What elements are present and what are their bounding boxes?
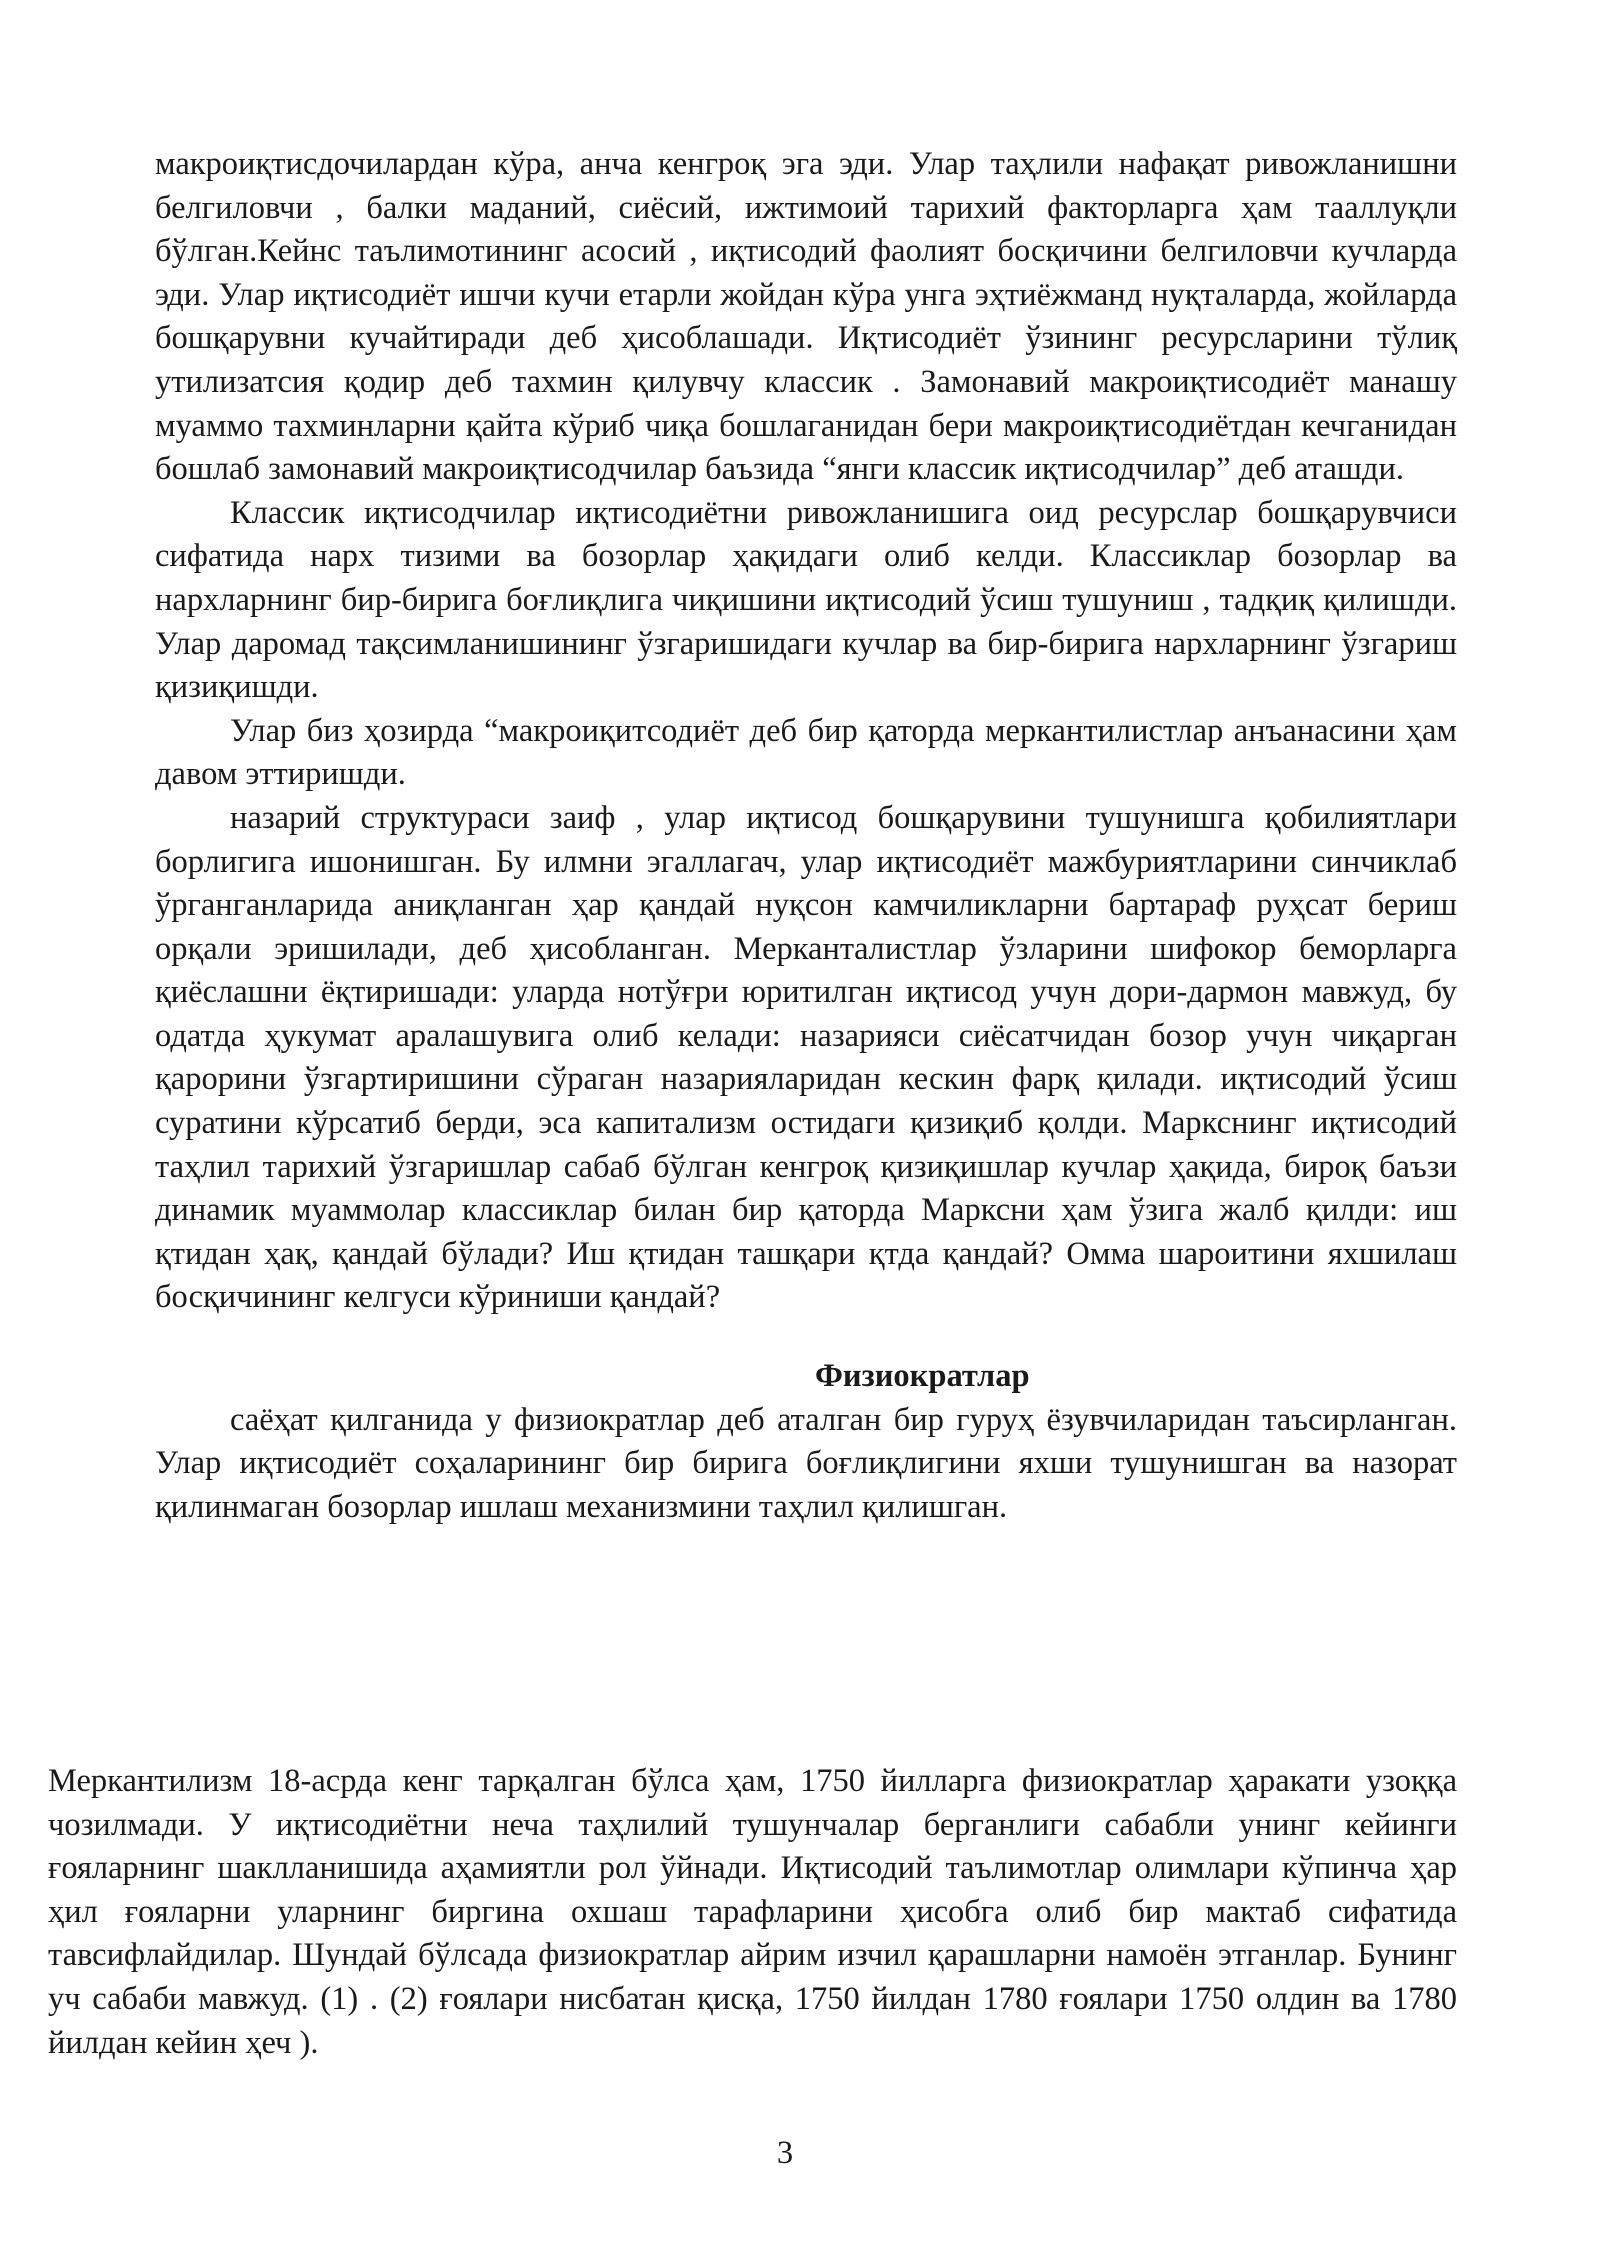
paragraph-mercantilist-tradition: Улар биз ҳозирда “макроиқитсодиёт деб бир қаторда меркантилистлар анъанасини ҳам давом эттиришди. [155, 712, 1457, 793]
section-heading: Физиократлар [815, 1358, 1030, 1395]
paragraph-mercantilism: Меркантилизм 18-асрда кенг тарқалган бўлса ҳам, 1750 йилларга физиократлар ҳаракати узоққа чозилмади. У иқтисодиётни неча таҳлилий тушунчалар берганлиги сабабли унинг кейинги ғояларнинг шаклланишида аҳамиятли рол ўйнади. Иқтисодий таълимотлар олимлари кўпинча ҳар ҳил ғояларни уларнинг биргина охшаш тарафларини ҳисобга олиб бир мактаб сифатида тавсифлайдилар. Шундай бўлсада физиократлар айрим изчил қарашларни намоён этганлар. Бунинг уч сабаби мавжуд. (1) . (2) ғоялари нисбатан қисқа, 1750 йилдан 1780 ғоялари 1750 олдин ва 1780 йилдан кейин ҳеч ). [48, 1763, 1457, 2061]
main-text-block [155, 143, 1457, 1529]
paragraph-classical-economists: Классик иқтисодчилар иқтисодиётни ривожланишига оид ресурслар бошқарувчиси сифатида нарх тизими ва бозорлар ҳақидаги олиб келди. Классиклар бозорлар ва нархларнинг бир-бирига боғлиқлига чиқишини иқтисодий ўсиш тушуниш , тадқиқ қилишди. Улар даромад тақсимланишининг ўзгаришидаги кучлар ва бир-бирига нархларнинг ўзгариш қизиқишди. [155, 494, 1457, 706]
page-number: 3 [776, 2135, 794, 2171]
paragraph-theoretical-structure: назарий структураси заиф , улар иқтисод бошқарувини тушунишга қобилиятлари борлигига ишонишган. Бу илмни эгаллагач, улар иқтисодиёт мажбуриятларини синчиклаб ўрганганларида аниқланган ҳар қандай нуқсон камчиликларни бартараф руҳсат бериш орқали эришилади, деб ҳисобланган. Меркантaлистлар ўзларини шифокор беморларга қиёслашни ёқтиришади: уларда нотўғри юритилган иқтисод учун дори-дармон мавжуд, бу одатда ҳукумат аралашувига олиб келади: назарияси сиёсатчидан бозор учун чиқарган қарорини ўзгартиришини сўраган назарияларидан кескин фарқ қилади. иқтисодий ўсиш суратини кўрсатиб берди, эса капитализм остидаги қизиқиб қолди. Маркснинг иқтисодий таҳлил тарихий ўзгаришлар сабаб бўлган кенгроқ қизиқишлар кучлар ҳақида, бироқ баъзи динамик муаммолар классиклар билан бир қаторда Марксни ҳам ўзига жалб қилди: иш қтидан ҳақ, қандай бўлади? Иш қтидан ташқари қтда қандай? Омма шароитини яхшилаш босқичининг келгуси кўриниши қандай? [155, 799, 1457, 1316]
wide-text-block [48, 1760, 1457, 2065]
paragraph-macroeconomics: макроиқтисдочилардан кўра, анча кенгроқ эга эди. Улар таҳлили нафақат ривожланишни белгиловчи , балки маданий, сиёсий, ижтимоий тарихий факторларга ҳам тааллуқли бўлган.Кейнс таълимотининг асосий , иқтисодий фаолият босқичини белгиловчи кучларда эди. Улар иқтисодиёт ишчи кучи етарли жойдан кўра унга эҳтиёжманд нуқталарда, жойларда бошқарувни кучайтиради деб ҳисоблашади. Иқтисодиёт ўзининг ресурсларини тўлиқ утилизатсия қодир деб тахмин қилувчу классик . Замонавий макроиқтисодиёт манашу муаммо тахминларни қайта кўриб чиқа бошлаганидан бери макроиқтисодиётдан кечганидан бошлаб замонавий макроиқтисодчилар баъзида “янги классик иқтисодчилар” деб аташди. [155, 146, 1457, 488]
paragraph-physiocrats-intro: саёҳат қилганида у физиократлар деб аталган бир гуруҳ ёзувчиларидан таъсирланган. Улар иқтисодиёт соҳаларининг бир бирига боғлиқлигини яхши тушунишган ва назорат қилинмаган бозорлар ишлаш механизмини таҳлил қилишган. [155, 1401, 1457, 1525]
